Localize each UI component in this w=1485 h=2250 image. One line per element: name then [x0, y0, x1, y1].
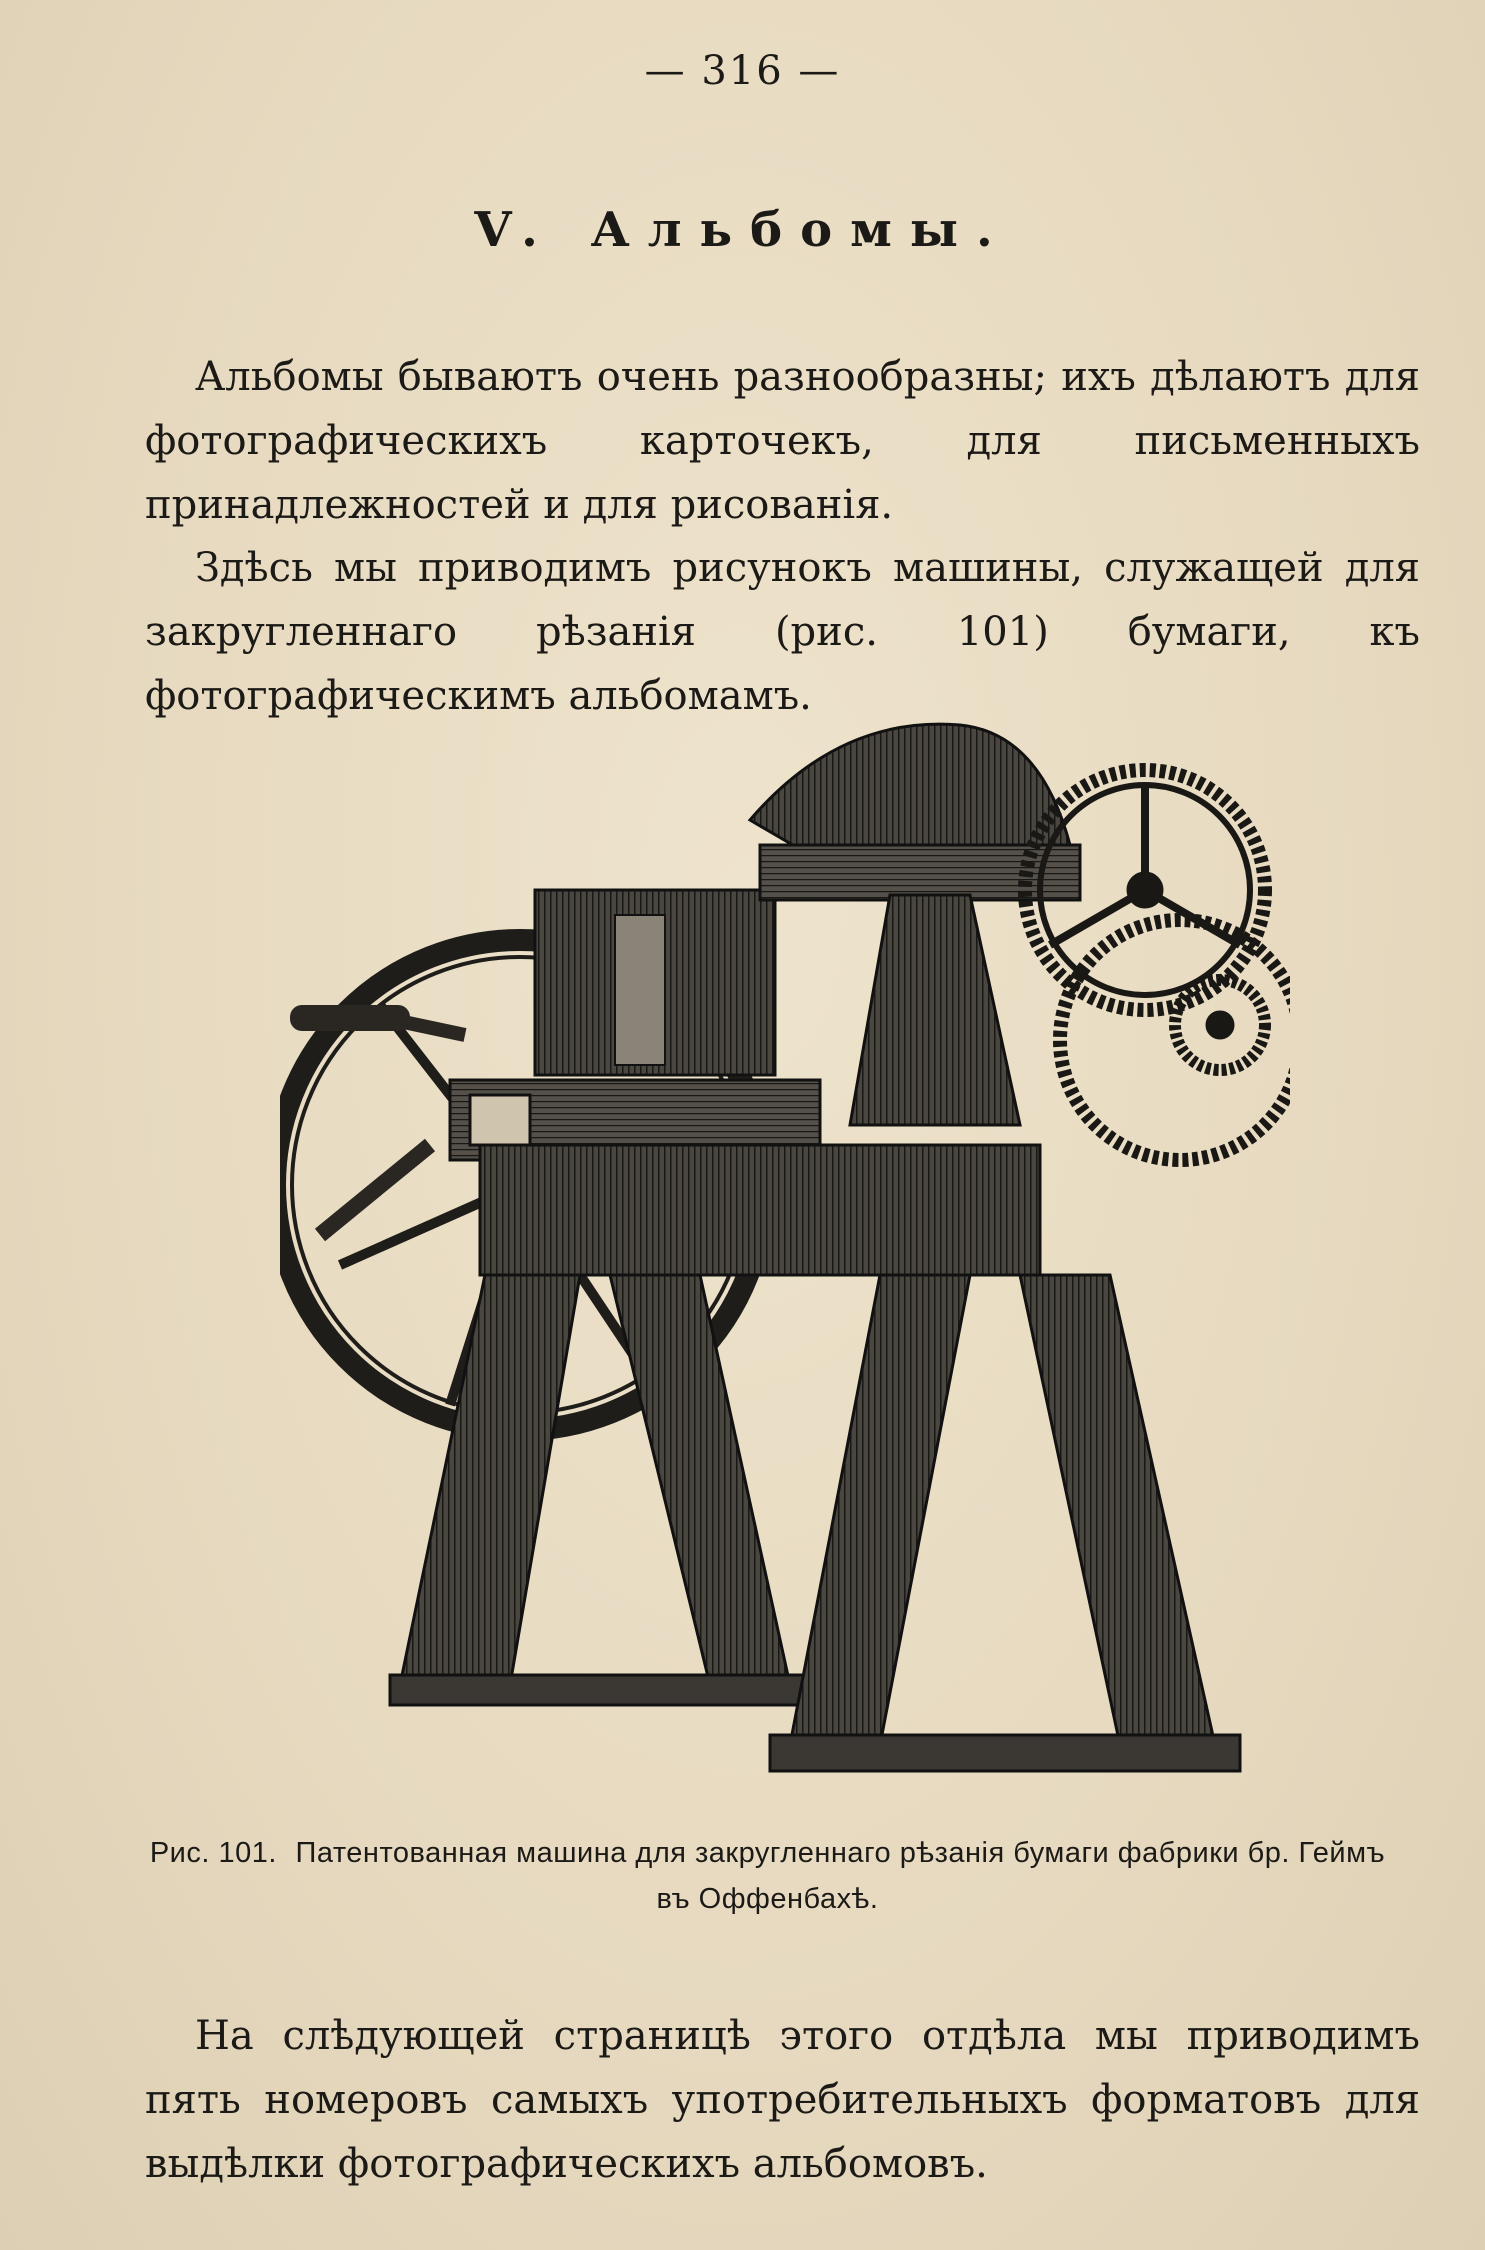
figure-illustration: [280, 705, 1290, 1795]
machine-bed: [480, 1145, 1040, 1275]
paper-cutting-machine-engraving: [280, 705, 1290, 1795]
paragraph-albums-intro: Альбомы бываютъ очень разнообразны; ихъ дѣлаютъ для фотографическихъ карточекъ, для письменныхъ принадлежностей и для рисованія.: [145, 354, 1420, 528]
paragraph-machine-intro: Здѣсь мы приводимъ рисунокъ машины, служащей для закругленнаго рѣзанія (рис. 101) бумаги, къ фотографическимъ альбомамъ.: [145, 545, 1420, 719]
section-heading: V. Альбомы.: [474, 202, 1011, 258]
page-number: — 316 —: [644, 48, 841, 94]
paragraph-formats-intro: На слѣдующей страницѣ этого отдѣла мы приводимъ пять номеровъ самыхъ употребительныхъ форматовъ для выдѣлки фотографическихъ альбомовъ.: [145, 2013, 1420, 2187]
figure-caption-text: Патентованная машина для закругленнаго рѣзанія бумаги фабрики бр. Геймъ въ Оффенбахѣ.: [295, 1837, 1386, 1915]
machine-legs: [390, 1275, 1240, 1771]
figure-number: Рис. 101.: [149, 1837, 277, 1869]
figure-caption: [130, 1830, 1405, 1922]
